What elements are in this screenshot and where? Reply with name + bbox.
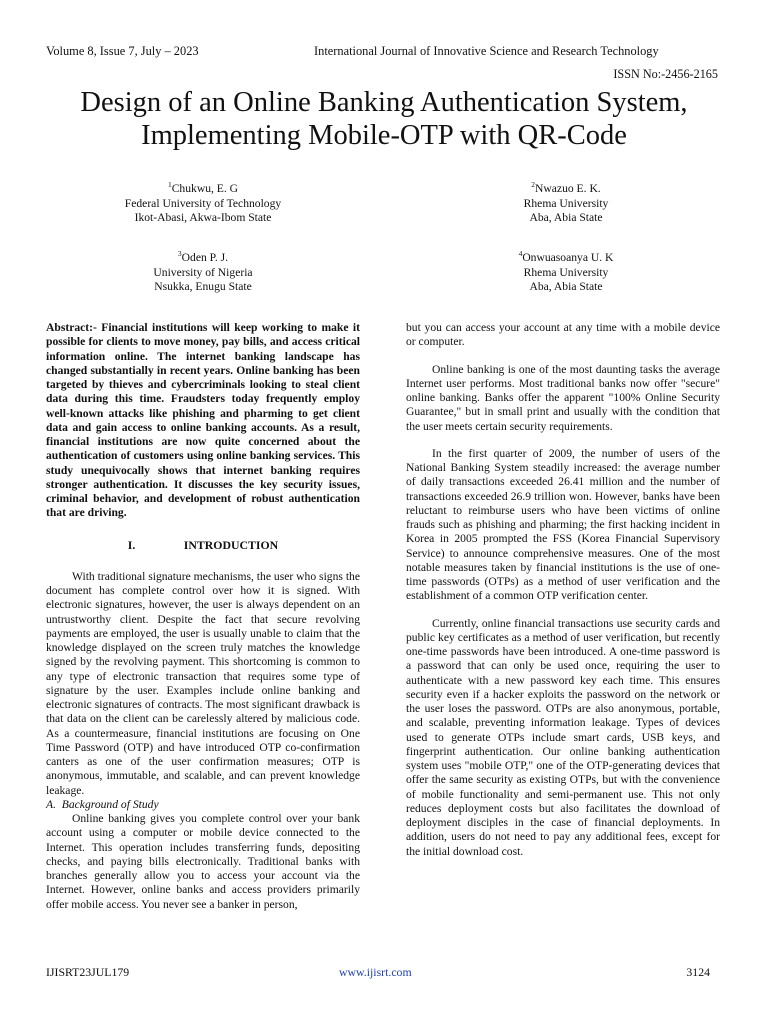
author-location: Ikot-Abasi, Akwa-Ibom State [134, 211, 272, 225]
author-number: 4 [518, 249, 523, 259]
author-location: Aba, Abia State [529, 211, 603, 225]
author-affiliation: University of Nigeria [153, 265, 253, 279]
author-location: Aba, Abia State [529, 280, 603, 294]
body-paragraph: Online banking is one of the most daunting tasks the average Internet user performs. Most traditional banks now offer "secure" online banking. Banks offer the apparent "100% Online Security Guarantee," but in small print and usually with the condition that the user meets certain security requirements. [406, 362, 720, 433]
intro-paragraph: With traditional signature mechanisms, the user who signs the document has complete control over how it is signed. With electronic signatures, however, the user is always dependent on an untrustworthy client. Despite the fact that secure revolving payments are employed, the user is usually unable to claim that the knowledge displayed on the screen truly matches the knowledge signed by the revolving payment. This shortcoming is common to any type of electronic transaction that requires some type of signature by the user. Examples include online banking and electronic signatures of contracts. The most significant drawback is that data on the client can be carelessly altered by malicious code. As a countermeasure, financial institutions are focusing on One Time Password (OTP) and have introduced OTP co-confirmation canters as one of the user confirmation measures; OTP is anonymous, immutable, and scalable, and can prevent knowledge leakage. [46, 569, 360, 797]
journal-name: International Journal of Innovative Science and Research Technology [314, 44, 659, 58]
left-column [46, 321, 360, 912]
section-number: I. [127, 537, 136, 552]
title-line-2: Implementing Mobile-OTP with QR-Code [141, 120, 627, 151]
paper-title [20, 86, 748, 152]
journal-website-link[interactable]: www.ijisrt.com [339, 965, 412, 979]
volume-info: Volume 8, Issue 7, July – 2023 [46, 44, 199, 58]
author-affiliation: Rhema University [523, 265, 609, 279]
section-title: INTRODUCTION [183, 537, 279, 552]
author-block-3 [73, 251, 333, 295]
right-column [406, 321, 720, 859]
author-affiliation: Rhema University [523, 196, 609, 210]
author-name: Chukwu, E. G [171, 182, 239, 195]
background-paragraph: Online banking gives you complete control over your bank account using a computer or mobile device connected to the Internet. This operation includes transferring funds, depositing checks, and paying bills electronically. Traditional banks with branches generally allow you to access your account via the Internet. However, online banks and access providers primarily offer mobile access. You never see a banker in person, [46, 812, 360, 911]
title-line-1: Design of an Online Banking Authentication System, [80, 87, 688, 118]
author-location: Nsukka, Enugu State [154, 280, 252, 294]
author-number: 2 [531, 180, 536, 190]
subsection-heading-background: A. Background of Study [46, 797, 159, 811]
author-name: Nwazuo E. K. [535, 182, 601, 195]
body-paragraph: In the first quarter of 2009, the number of users of the National Banking System steadily increased: the average number of daily transactions exceeded 26.41 million and the number of transactions exceeded 26.9 trillion won. However, banks have been reluctant to reimburse users who have been victims of online frauds such as phishing and pharming; the first hacking incident in Korea in 2005 prompted the FSS (Korea Financial Supervisory Service) to announce comprehensive measures. One of the most notable measures taken by financial institutions is the use of one-time passwords (OTPs) as a method of user verification and the establishment of a common OTP verification center. [406, 446, 720, 603]
author-block-4 [436, 251, 696, 295]
page-number: 3124 [686, 965, 710, 979]
author-affiliation: Federal University of Technology [124, 196, 282, 210]
author-number: 3 [177, 249, 182, 259]
author-name: Oden P. J. [181, 251, 229, 264]
abstract-text: Abstract:- Financial institutions will keep working to make it possible for clients to move money, pay bills, and access critical information online. The internet banking landscape has changed substantially in recent years. Online banking has been targeted by thieves and cybercriminals looking to steal client data during this time. Fraudsters today frequently employ well-known attacks like phishing and pharming to get client data and gain access to online banking accounts. As a result, financial institutions are now quite concerned about the authentication of customers using online banking services. This study unequivocally shows that internet banking requires stronger authentication. It discusses the key security issues, criminal behavior, and development of robust authentication that are driving. [46, 321, 360, 520]
section-heading-introduction [46, 538, 360, 552]
author-block-1 [73, 182, 333, 226]
continued-paragraph: but you can access your account at any time with a mobile device or computer. [406, 321, 720, 349]
body-paragraph: Currently, online financial transactions use security cards and public key certificates as a method of user verification, but recently one-time passwords have been introduced. A one-time password is a password that can only be used once, requiring the user to authenticate with a new password key each time. This ensures security even if a hacker exploits the password on the network or the user loses the password. OTPs are also anonymous, portable, and scalable, preventing information leakage. Types of devices used to generate OTPs include smart cards, USB keys, and fingerprint authentication. Our online banking authentication system uses "mobile OTP," one of the OTP-generating devices that offer the same security as existing OTPs, but with the convenience of mobile functionality and semi-permanent use. This not only reduces deployment costs but also facilitates the download of deployment disciples in the case of financial deployments. In addition, users do not need to pay any additional fees, except for the initial download cost. [406, 616, 720, 858]
issn-number: ISSN No:-2456-2165 [613, 67, 718, 81]
paper-id: IJISRT23JUL179 [46, 965, 130, 979]
author-block-2 [436, 182, 696, 226]
author-number: 1 [167, 180, 172, 190]
author-name: Onwuasoanya U. K [522, 251, 614, 264]
